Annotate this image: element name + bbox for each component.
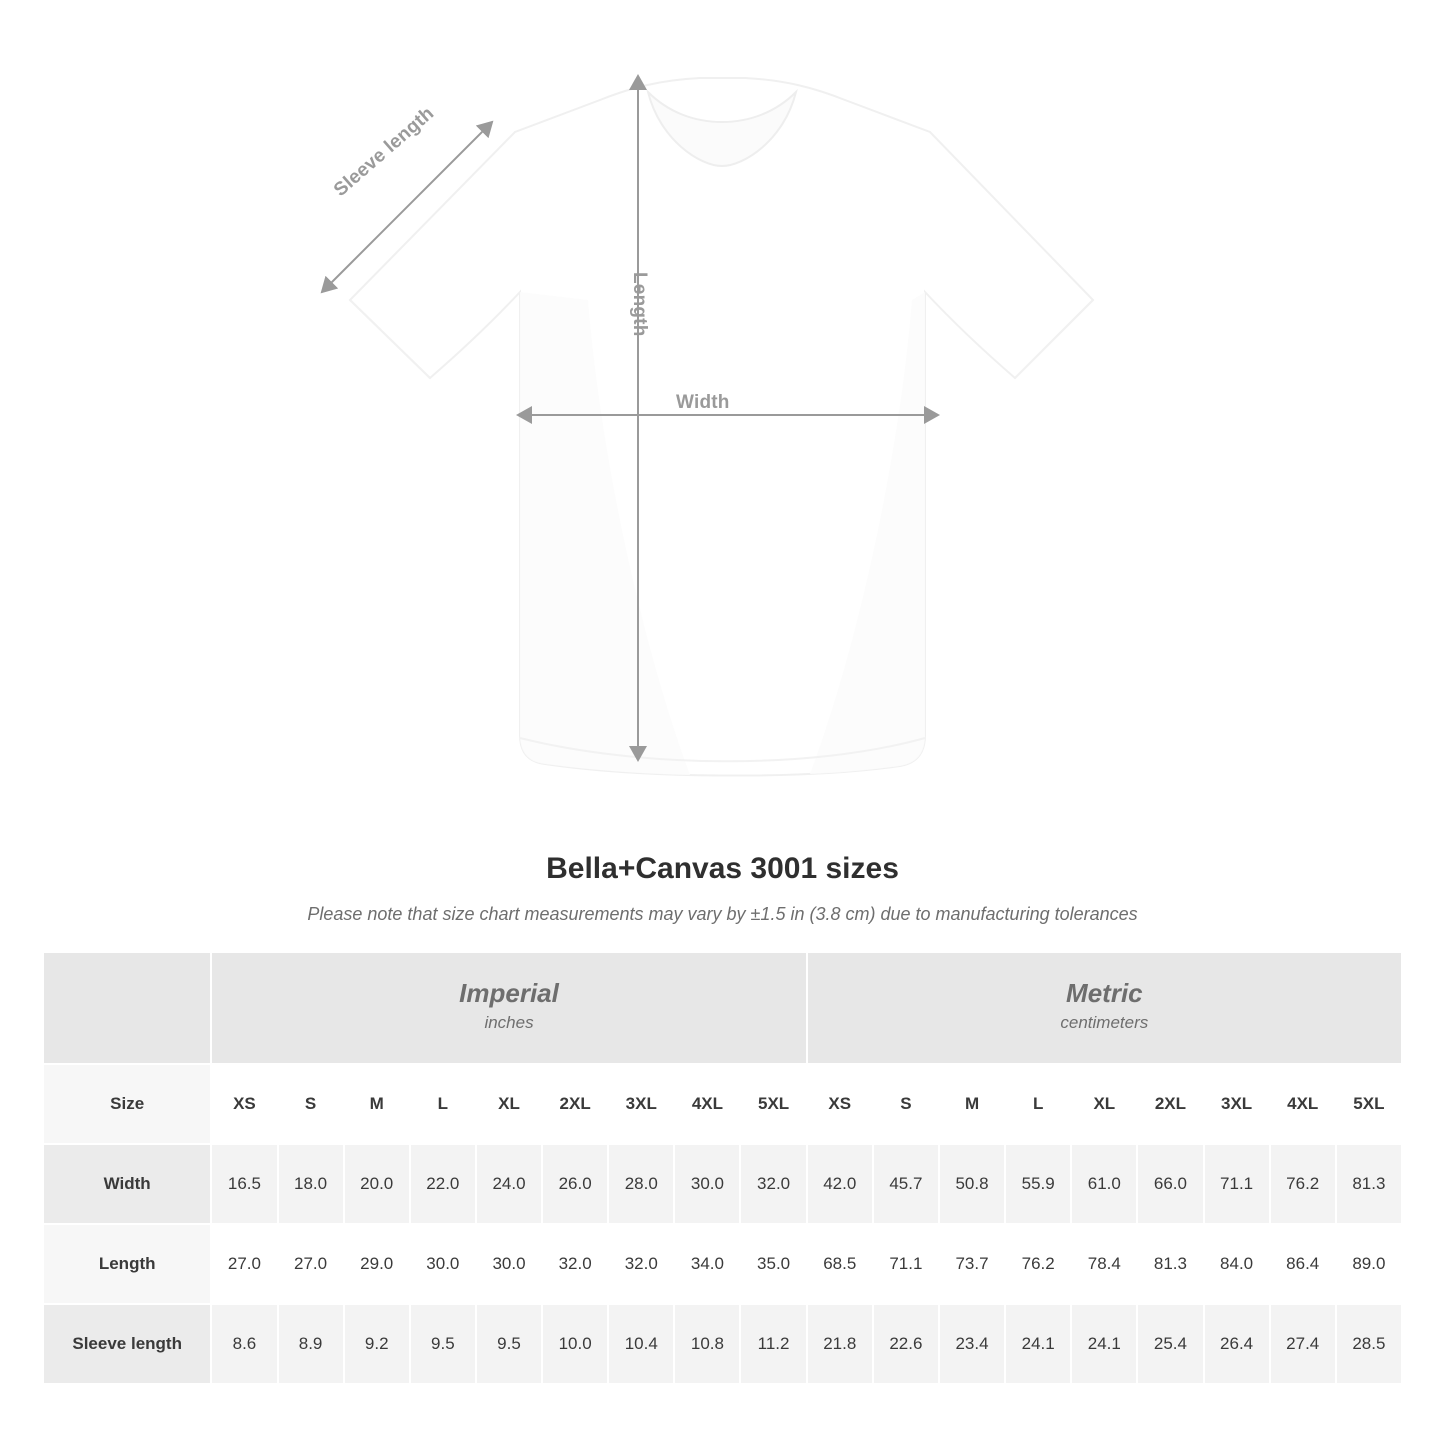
- unit-header-row: [43, 952, 1402, 1064]
- cell-length-14: 81.3: [1137, 1224, 1203, 1304]
- size-col-3: L: [410, 1064, 476, 1144]
- cell-length-16: 86.4: [1270, 1224, 1336, 1304]
- size-col-0: XS: [211, 1064, 277, 1144]
- cell-width-1: 18.0: [278, 1144, 344, 1224]
- cell-sleeve-2: 9.2: [344, 1304, 410, 1384]
- cell-sleeve-13: 24.1: [1071, 1304, 1137, 1384]
- cell-length-7: 34.0: [674, 1224, 740, 1304]
- cell-width-6: 28.0: [608, 1144, 674, 1224]
- cell-width-2: 20.0: [344, 1144, 410, 1224]
- cell-length-10: 71.1: [873, 1224, 939, 1304]
- size-table-wrap: [0, 951, 1445, 1385]
- cell-length-11: 73.7: [939, 1224, 1005, 1304]
- size-col-8: 5XL: [740, 1064, 806, 1144]
- cell-sleeve-12: 24.1: [1005, 1304, 1071, 1384]
- cell-sleeve-9: 21.8: [807, 1304, 873, 1384]
- imperial-unit-label: inches: [484, 1013, 534, 1033]
- table-row: [43, 1304, 1402, 1384]
- table-row: [43, 1224, 1402, 1304]
- cell-sleeve-3: 9.5: [410, 1304, 476, 1384]
- row-label-sleeve-length: Sleeve length: [43, 1304, 211, 1384]
- table-row: [43, 1144, 1402, 1224]
- cell-sleeve-17: 28.5: [1336, 1304, 1402, 1384]
- size-col-10: S: [873, 1064, 939, 1144]
- unit-header-spacer: [43, 952, 211, 1064]
- cell-sleeve-15: 26.4: [1204, 1304, 1270, 1384]
- cell-width-12: 55.9: [1005, 1144, 1071, 1224]
- cell-length-15: 84.0: [1204, 1224, 1270, 1304]
- size-col-2: M: [344, 1064, 410, 1144]
- cell-sleeve-6: 10.4: [608, 1304, 674, 1384]
- cell-width-15: 71.1: [1204, 1144, 1270, 1224]
- cell-length-6: 32.0: [608, 1224, 674, 1304]
- metric-system-label: Metric: [1066, 978, 1143, 1009]
- cell-sleeve-16: 27.4: [1270, 1304, 1336, 1384]
- cell-sleeve-5: 10.0: [542, 1304, 608, 1384]
- cell-sleeve-11: 23.4: [939, 1304, 1005, 1384]
- cell-length-12: 76.2: [1005, 1224, 1071, 1304]
- cell-sleeve-1: 8.9: [278, 1304, 344, 1384]
- tolerance-note: Please note that size chart measurements may vary by ±1.5 in (3.8 cm) due to manufacturing tolerances: [307, 904, 1138, 924]
- cell-length-17: 89.0: [1336, 1224, 1402, 1304]
- cell-sleeve-10: 22.6: [873, 1304, 939, 1384]
- cell-sleeve-4: 9.5: [476, 1304, 542, 1384]
- cell-width-11: 50.8: [939, 1144, 1005, 1224]
- row-label-length: Length: [43, 1224, 211, 1304]
- cell-width-3: 22.0: [410, 1144, 476, 1224]
- size-col-1: S: [278, 1064, 344, 1144]
- row-header-size: Size: [43, 1064, 211, 1144]
- unit-group-metric: [807, 952, 1402, 1064]
- cell-width-13: 61.0: [1071, 1144, 1137, 1224]
- cell-sleeve-0: 8.6: [211, 1304, 277, 1384]
- size-col-6: 3XL: [608, 1064, 674, 1144]
- size-col-17: 5XL: [1336, 1064, 1402, 1144]
- size-col-9: XS: [807, 1064, 873, 1144]
- size-col-14: 2XL: [1137, 1064, 1203, 1144]
- size-col-15: 3XL: [1204, 1064, 1270, 1144]
- cell-length-3: 30.0: [410, 1224, 476, 1304]
- cell-width-0: 16.5: [211, 1144, 277, 1224]
- width-label: Width: [676, 392, 730, 413]
- imperial-system-label: Imperial: [459, 978, 559, 1009]
- cell-length-4: 30.0: [476, 1224, 542, 1304]
- cell-width-5: 26.0: [542, 1144, 608, 1224]
- size-col-7: 4XL: [674, 1064, 740, 1144]
- sleeve-length-label: Sleeve length: [330, 102, 439, 201]
- cell-width-10: 45.7: [873, 1144, 939, 1224]
- size-col-16: 4XL: [1270, 1064, 1336, 1144]
- cell-sleeve-8: 11.2: [740, 1304, 806, 1384]
- cell-length-5: 32.0: [542, 1224, 608, 1304]
- cell-width-16: 76.2: [1270, 1144, 1336, 1224]
- cell-width-14: 66.0: [1137, 1144, 1203, 1224]
- cell-width-17: 81.3: [1336, 1144, 1402, 1224]
- cell-length-8: 35.0: [740, 1224, 806, 1304]
- cell-length-2: 29.0: [344, 1224, 410, 1304]
- size-col-11: M: [939, 1064, 1005, 1144]
- cell-width-4: 24.0: [476, 1144, 542, 1224]
- metric-unit-label: centimeters: [1060, 1013, 1149, 1033]
- size-col-12: L: [1005, 1064, 1071, 1144]
- row-label-width: Width: [43, 1144, 211, 1224]
- title-block: [0, 852, 1445, 925]
- size-col-13: XL: [1071, 1064, 1137, 1144]
- cell-length-1: 27.0: [278, 1224, 344, 1304]
- cell-width-8: 32.0: [740, 1144, 806, 1224]
- cell-length-9: 68.5: [807, 1224, 873, 1304]
- cell-width-9: 42.0: [807, 1144, 873, 1224]
- unit-group-imperial: [211, 952, 806, 1064]
- size-col-4: XL: [476, 1064, 542, 1144]
- cell-sleeve-14: 25.4: [1137, 1304, 1203, 1384]
- cell-width-7: 30.0: [674, 1144, 740, 1224]
- size-header-row: [43, 1064, 1402, 1144]
- size-col-5: 2XL: [542, 1064, 608, 1144]
- page-title: Bella+Canvas 3001 sizes: [546, 852, 899, 885]
- tshirt-shape: [350, 78, 1093, 776]
- length-label: Length: [629, 272, 650, 337]
- cell-length-13: 78.4: [1071, 1224, 1137, 1304]
- cell-length-0: 27.0: [211, 1224, 277, 1304]
- cell-sleeve-7: 10.8: [674, 1304, 740, 1384]
- size-table: [42, 951, 1403, 1385]
